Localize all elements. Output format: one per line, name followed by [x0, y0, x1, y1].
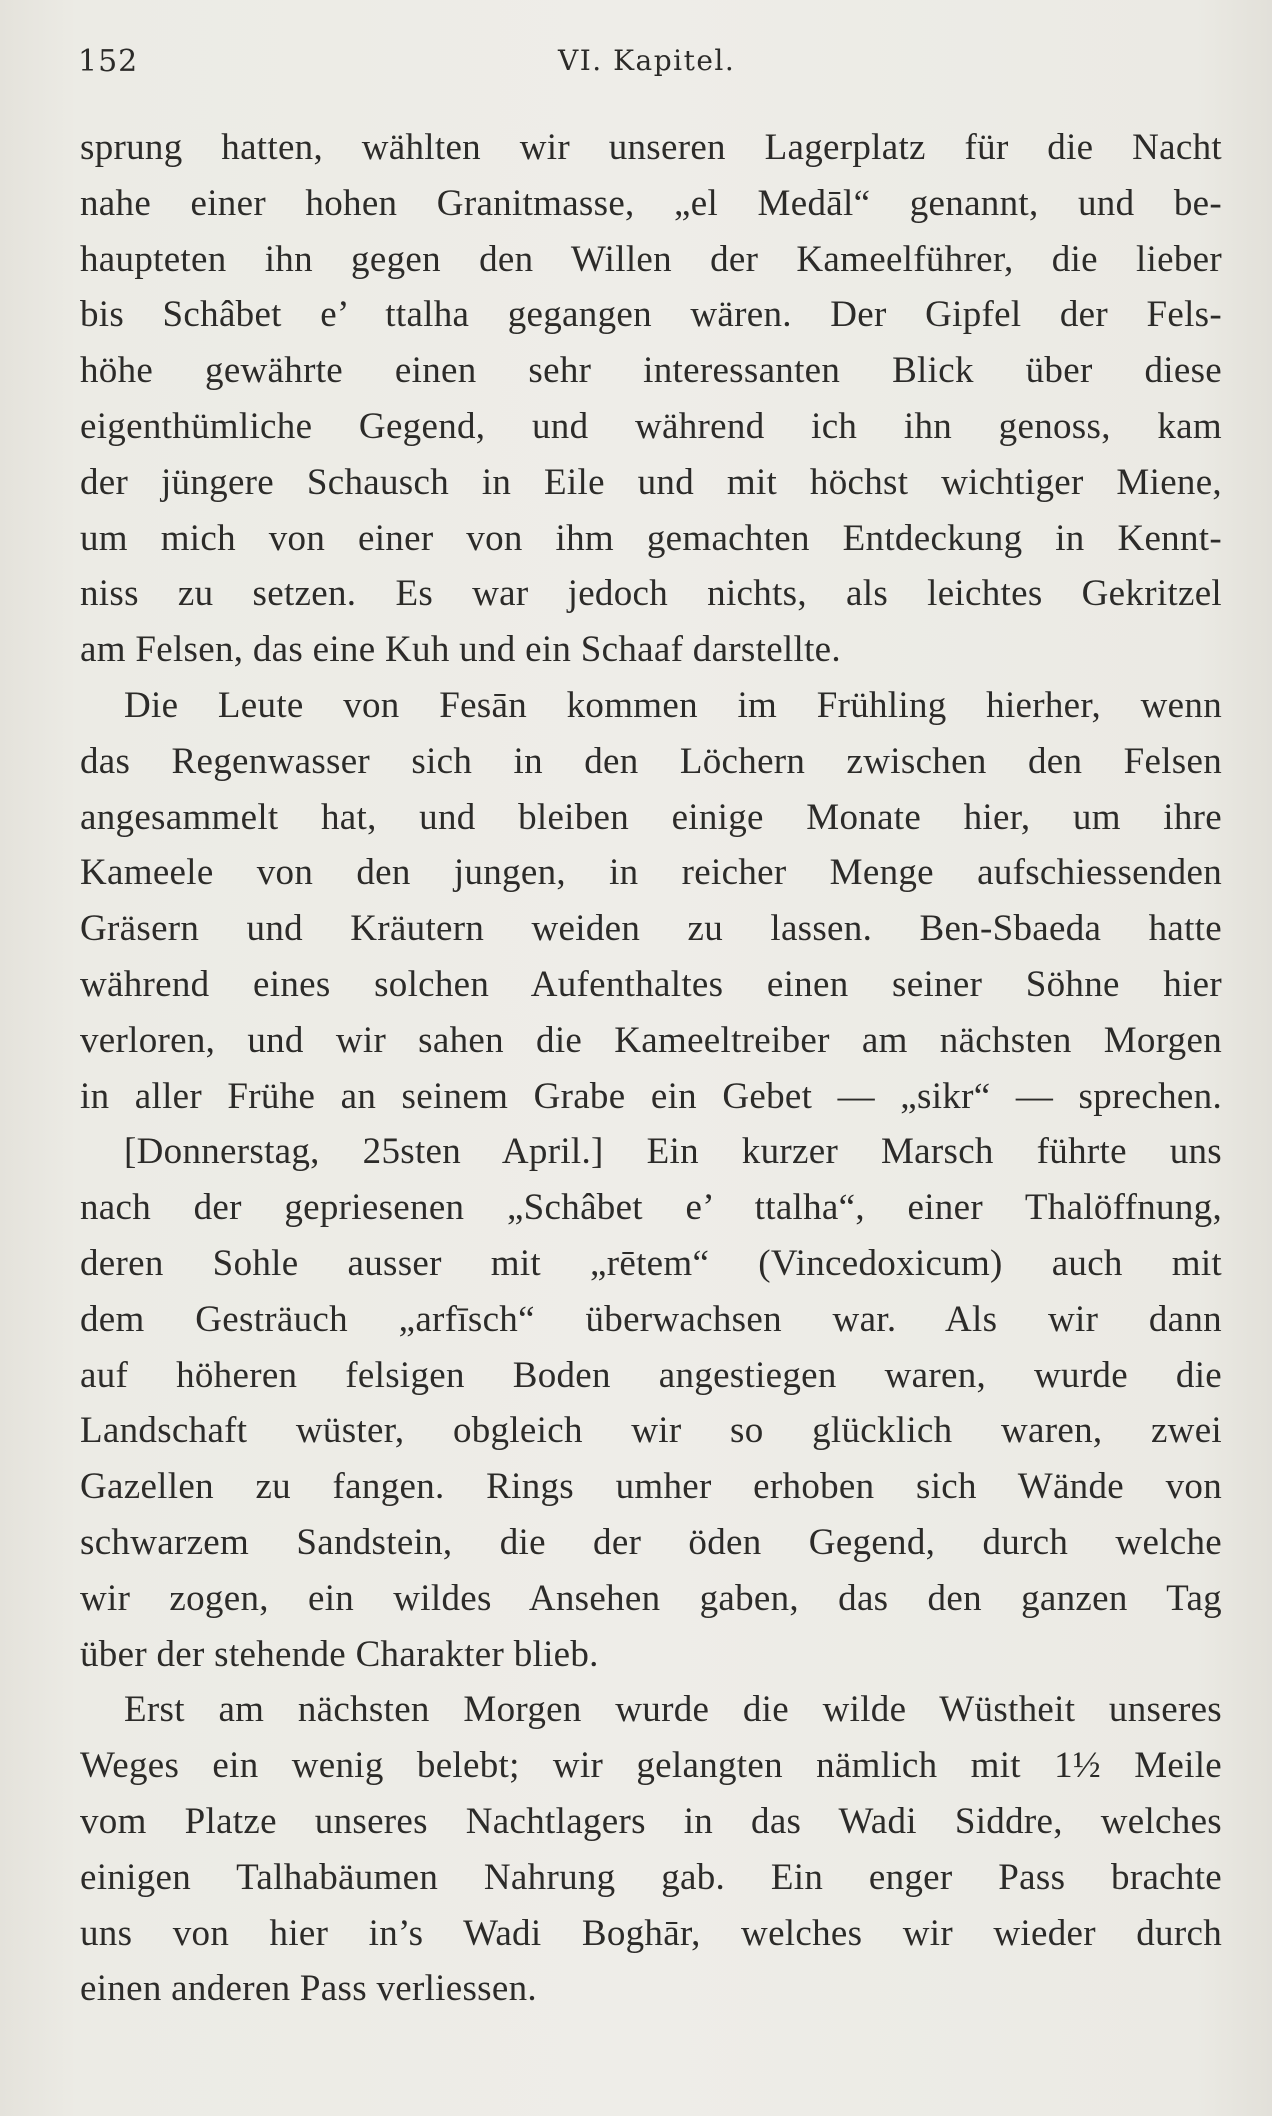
text-line: Kameele von den jungen, in reicher Menge aufschiessenden	[80, 852, 1222, 894]
text-line: auf höheren felsigen Boden angestiegen waren, wurde die	[80, 1354, 1222, 1396]
text-line: einigen Talhabäumen Nahrung gab. Ein enger Pass brachte	[80, 1856, 1222, 1898]
text-line: der jüngere Schausch in Eile und mit höchst wichtiger Miene,	[80, 461, 1222, 503]
text-line: Die Leute von Fesān kommen im Frühling hierher, wenn	[124, 684, 1222, 726]
text-line: um mich von einer von ihm gemachten Entdeckung in Kennt-	[80, 517, 1222, 559]
text-line: haupteten ihn gegen den Willen der Kameelführer, die lieber	[80, 238, 1222, 280]
text-line: Gräsern und Kräutern weiden zu lassen. Ben-Sbaeda hatte	[80, 908, 1222, 950]
text-line: angesammelt hat, und bleiben einige Monate hier, um ihre	[80, 796, 1222, 838]
text-line: niss zu setzen. Es war jedoch nichts, als leichtes Gekritzel	[80, 573, 1222, 615]
body-text	[80, 120, 1222, 2017]
text-line: das Regenwasser sich in den Löchern zwischen den Felsen	[80, 740, 1222, 782]
text-line: am Felsen, das eine Kuh und ein Schaaf darstellte.	[80, 629, 841, 671]
text-line: eigenthümliche Gegend, und während ich ihn genoss, kam	[80, 405, 1222, 447]
text-line: über der stehende Charakter blieb.	[80, 1633, 599, 1675]
text-line: schwarzem Sandstein, die der öden Gegend, durch welche	[80, 1521, 1222, 1563]
text-line: nahe einer hohen Granitmasse, „el Medāl“ genannt, und be-	[80, 182, 1222, 224]
paragraph	[80, 120, 1222, 678]
text-line: uns von hier in’s Wadi Boghār, welches wir wieder durch	[80, 1912, 1222, 1954]
page-number: 152	[78, 44, 139, 79]
text-line: deren Sohle ausser mit „rētem“ (Vincedoxicum) auch mit	[80, 1242, 1222, 1284]
text-line: sprung hatten, wählten wir unseren Lagerplatz für die Nacht	[80, 127, 1222, 168]
paragraph	[80, 1682, 1222, 2017]
text-line: Gazellen zu fangen. Rings umher erhoben sich Wände von	[80, 1466, 1222, 1508]
text-line: dem Gesträuch „arfīsch“ überwachsen war. Als wir dann	[80, 1298, 1222, 1340]
text-line: höhe gewährte einen sehr interessanten Blick über diese	[80, 350, 1222, 392]
text-line: [Donnerstag, 25sten April.] Ein kurzer Marsch führte uns	[124, 1131, 1222, 1173]
paragraph	[80, 1124, 1222, 1682]
page-header	[78, 44, 1218, 84]
text-line: wir zogen, ein wildes Ansehen gaben, das den ganzen Tag	[80, 1577, 1222, 1619]
text-line: Weges ein wenig belebt; wir gelangten nämlich mit 1½ Meile	[80, 1745, 1222, 1787]
paragraph	[80, 678, 1222, 1124]
running-head: VI. Kapitel.	[558, 44, 736, 77]
text-line: vom Platze unseres Nachtlagers in das Wadi Siddre, welches	[80, 1800, 1222, 1842]
text-line: Erst am nächsten Morgen wurde die wilde Wüstheit unseres	[124, 1689, 1222, 1731]
text-line: verloren, und wir sahen die Kameeltreiber am nächsten Morgen	[80, 1019, 1222, 1061]
text-line: nach der gepriesenen „Schâbet e’ ttalha“, einer Thalöffnung,	[80, 1187, 1222, 1229]
text-line: während eines solchen Aufenthaltes einen seiner Söhne hier	[80, 963, 1222, 1005]
text-line: bis Schâbet e’ ttalha gegangen wären. Der Gipfel der Fels-	[80, 294, 1222, 336]
text-line: einen anderen Pass verliessen.	[80, 1968, 537, 2010]
text-line: Landschaft wüster, obgleich wir so glücklich waren, zwei	[80, 1410, 1222, 1452]
text-line: in aller Frühe an seinem Grabe ein Gebet — „sikr“ — sprechen.	[80, 1075, 1222, 1117]
